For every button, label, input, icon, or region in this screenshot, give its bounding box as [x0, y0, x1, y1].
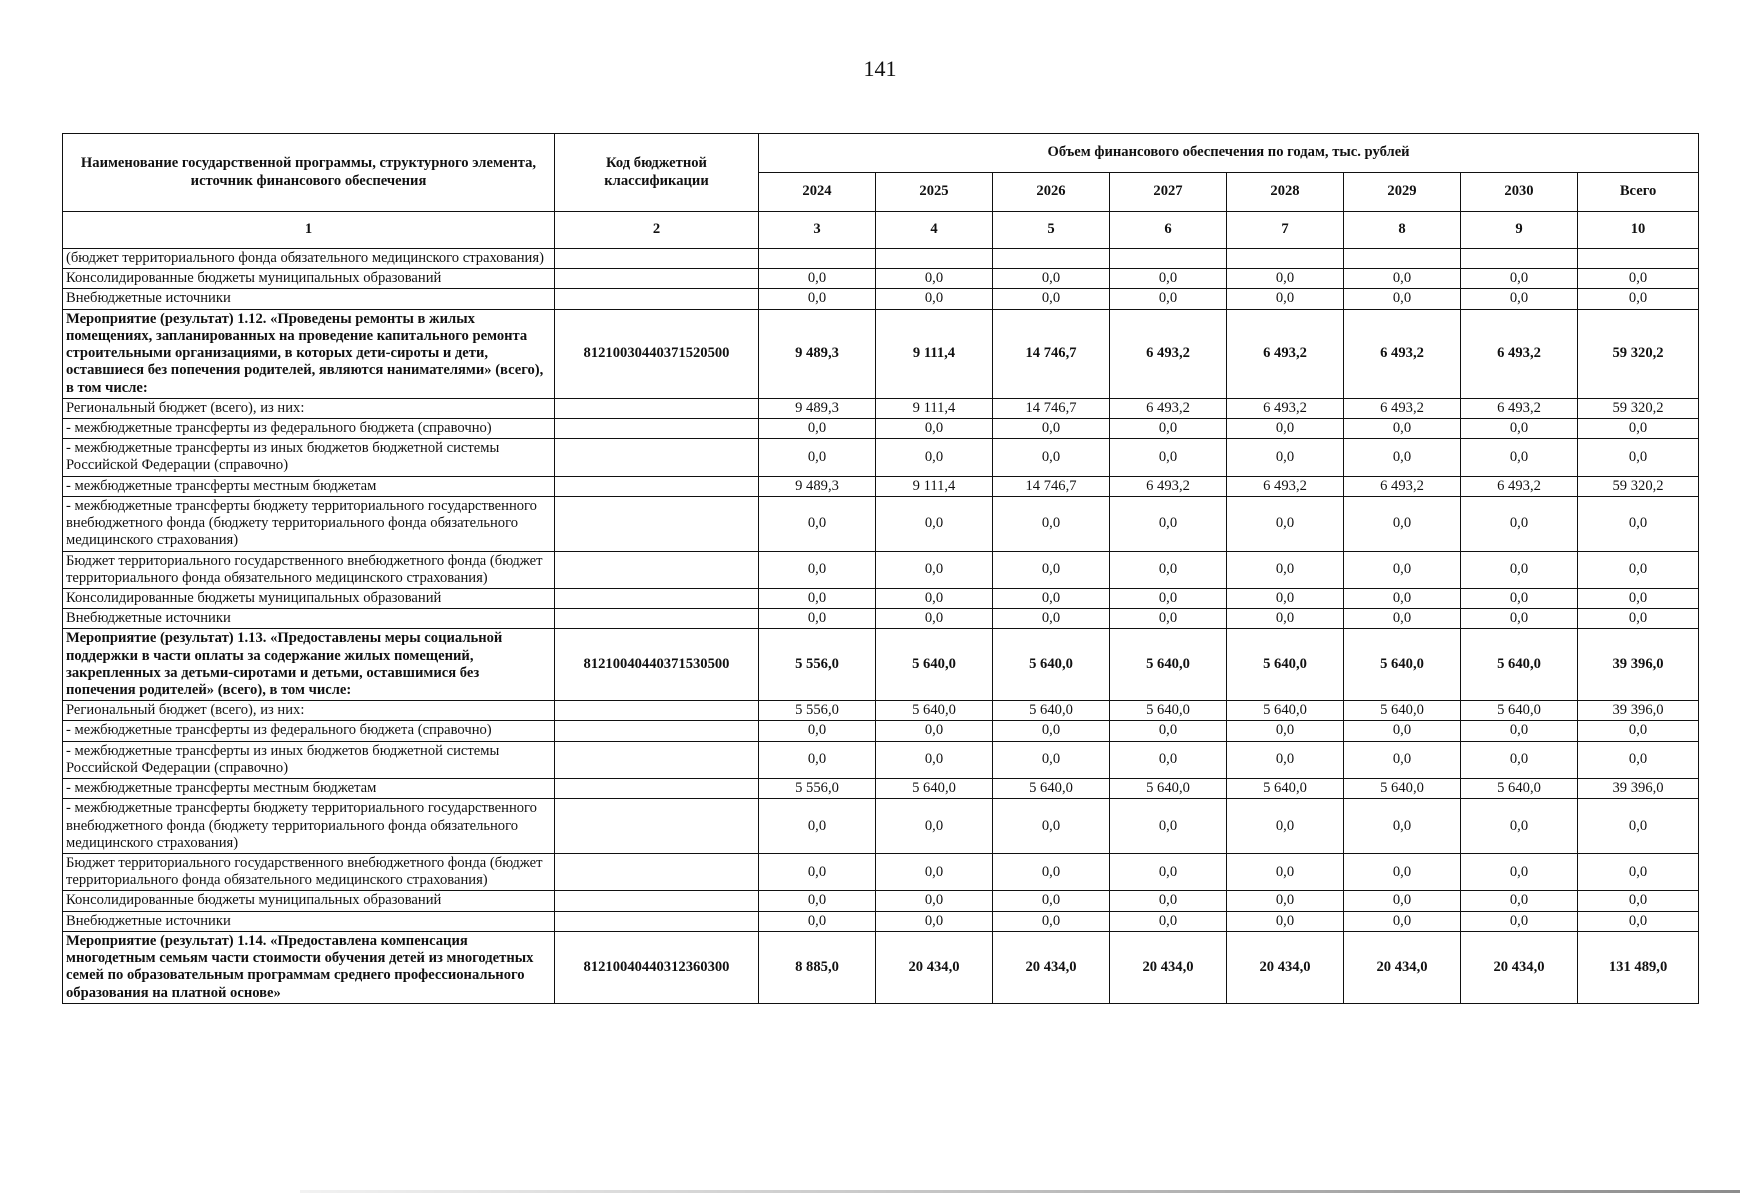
row-year-value: 0,0	[993, 741, 1110, 778]
row-year-value: 9 489,3	[759, 398, 876, 418]
row-year-value: 0,0	[1110, 891, 1227, 911]
row-year-value: 0,0	[1227, 551, 1344, 588]
row-name: Региональный бюджет (всего), из них:	[63, 701, 555, 721]
table-row	[63, 721, 1699, 741]
row-name: Мероприятие (результат) 1.13. «Предоставлены меры социальной поддержки в части оплаты за содержание жилых помещений, закрепленных за детьми-сиротами и детьми, оставшимися без попечения родителей» (всего), в том числе:	[63, 629, 555, 701]
row-year-value: 0,0	[1461, 551, 1578, 588]
row-name: Консолидированные бюджеты муниципальных образований	[63, 891, 555, 911]
row-year-value: 0,0	[876, 269, 993, 289]
row-year-value: 5 640,0	[876, 701, 993, 721]
row-year-value: 5 640,0	[1344, 779, 1461, 799]
table-row	[63, 799, 1699, 854]
row-year-value: 5 556,0	[759, 629, 876, 701]
row-year-value: 0,0	[993, 609, 1110, 629]
row-year-value: 5 640,0	[993, 629, 1110, 701]
row-year-value: 0,0	[1110, 418, 1227, 438]
row-name: Бюджет территориального государственного внебюджетного фонда (бюджет территориального фонда обязательного медицинского страхования)	[63, 854, 555, 891]
row-year-value: 0,0	[1461, 269, 1578, 289]
row-year-value: 5 640,0	[1227, 701, 1344, 721]
row-budget-code	[555, 588, 759, 608]
row-year-value: 0,0	[876, 551, 993, 588]
table-row	[63, 418, 1699, 438]
table-row	[63, 701, 1699, 721]
table-row	[63, 289, 1699, 309]
measure-row	[63, 931, 1699, 1003]
row-budget-code	[555, 891, 759, 911]
header-year: 2028	[1227, 173, 1344, 212]
row-total-value: 131 489,0	[1578, 931, 1699, 1003]
row-year-value: 0,0	[1344, 496, 1461, 551]
row-year-value	[1110, 249, 1227, 269]
row-budget-code: 81210040440312360300	[555, 931, 759, 1003]
row-year-value: 6 493,2	[1344, 398, 1461, 418]
page-number: 141	[863, 56, 897, 81]
table-row	[63, 269, 1699, 289]
row-year-value: 6 493,2	[1110, 398, 1227, 418]
header-year: 2027	[1110, 173, 1227, 212]
column-index: 4	[876, 212, 993, 249]
row-name: - межбюджетные трансферты из иных бюджетов бюджетной системы Российской Федерации (справочно)	[63, 439, 555, 476]
row-year-value: 0,0	[1227, 496, 1344, 551]
row-year-value: 0,0	[876, 911, 993, 931]
column-index: 6	[1110, 212, 1227, 249]
row-year-value: 0,0	[993, 799, 1110, 854]
row-year-value	[759, 249, 876, 269]
header-volume: Объем финансового обеспечения по годам, тыс. рублей	[759, 134, 1699, 173]
row-year-value: 0,0	[1110, 588, 1227, 608]
row-year-value: 5 556,0	[759, 779, 876, 799]
row-budget-code	[555, 799, 759, 854]
row-budget-code	[555, 721, 759, 741]
row-year-value: 0,0	[993, 496, 1110, 551]
row-year-value: 6 493,2	[1110, 309, 1227, 398]
row-total-value: 39 396,0	[1578, 701, 1699, 721]
row-total-value: 0,0	[1578, 741, 1699, 778]
row-name: Региональный бюджет (всего), из них:	[63, 398, 555, 418]
table-row	[63, 496, 1699, 551]
row-year-value: 0,0	[1344, 588, 1461, 608]
row-budget-code	[555, 289, 759, 309]
header-name: Наименование государственной программы, структурного элемента, источник финансового обеспечения	[63, 134, 555, 212]
row-year-value: 6 493,2	[1227, 398, 1344, 418]
table-row	[63, 609, 1699, 629]
table-row	[63, 249, 1699, 269]
row-year-value: 9 489,3	[759, 309, 876, 398]
row-total-value: 0,0	[1578, 289, 1699, 309]
row-budget-code	[555, 439, 759, 476]
row-year-value: 0,0	[1227, 891, 1344, 911]
row-year-value: 5 640,0	[1344, 629, 1461, 701]
row-year-value: 5 640,0	[1110, 779, 1227, 799]
column-index: 2	[555, 212, 759, 249]
row-budget-code	[555, 609, 759, 629]
row-year-value: 0,0	[759, 551, 876, 588]
row-name: Консолидированные бюджеты муниципальных образований	[63, 588, 555, 608]
row-total-value: 0,0	[1578, 588, 1699, 608]
row-total-value: 39 396,0	[1578, 629, 1699, 701]
row-name: - межбюджетные трансферты местным бюджетам	[63, 779, 555, 799]
row-name: - межбюджетные трансферты бюджету территориального государственного внебюджетного фонда (бюджету территориального фонда обязательного медицинского страхования)	[63, 799, 555, 854]
row-year-value: 0,0	[876, 418, 993, 438]
row-year-value: 9 111,4	[876, 309, 993, 398]
row-year-value: 6 493,2	[1461, 476, 1578, 496]
row-budget-code	[555, 249, 759, 269]
row-name: Бюджет территориального государственного внебюджетного фонда (бюджет территориального фонда обязательного медицинского страхования)	[63, 551, 555, 588]
row-year-value: 0,0	[1461, 588, 1578, 608]
row-budget-code	[555, 701, 759, 721]
row-year-value: 0,0	[1344, 289, 1461, 309]
row-year-value: 0,0	[1344, 721, 1461, 741]
row-total-value: 0,0	[1578, 269, 1699, 289]
table-row	[63, 779, 1699, 799]
row-year-value: 0,0	[876, 854, 993, 891]
row-total-value: 39 396,0	[1578, 779, 1699, 799]
row-year-value: 6 493,2	[1344, 476, 1461, 496]
row-year-value: 0,0	[1110, 496, 1227, 551]
row-year-value: 0,0	[759, 496, 876, 551]
row-budget-code	[555, 741, 759, 778]
row-year-value: 14 746,7	[993, 398, 1110, 418]
row-year-value: 5 640,0	[1227, 779, 1344, 799]
row-year-value: 0,0	[876, 289, 993, 309]
row-year-value: 0,0	[1461, 439, 1578, 476]
row-year-value: 0,0	[1344, 418, 1461, 438]
row-year-value: 0,0	[1344, 799, 1461, 854]
row-name: Внебюджетные источники	[63, 289, 555, 309]
row-year-value: 20 434,0	[1461, 931, 1578, 1003]
row-year-value: 0,0	[1227, 289, 1344, 309]
row-budget-code	[555, 476, 759, 496]
row-total-value: 0,0	[1578, 418, 1699, 438]
row-year-value: 20 434,0	[876, 931, 993, 1003]
row-name: - межбюджетные трансферты из федерального бюджета (справочно)	[63, 418, 555, 438]
row-year-value: 0,0	[759, 911, 876, 931]
row-year-value: 20 434,0	[993, 931, 1110, 1003]
row-year-value: 0,0	[759, 854, 876, 891]
row-budget-code	[555, 418, 759, 438]
column-index: 9	[1461, 212, 1578, 249]
header-total: Всего	[1578, 173, 1699, 212]
header-row-1	[63, 134, 1699, 173]
row-year-value	[1461, 249, 1578, 269]
row-total-value: 0,0	[1578, 551, 1699, 588]
table-row	[63, 476, 1699, 496]
row-total-value: 0,0	[1578, 911, 1699, 931]
row-year-value: 0,0	[876, 439, 993, 476]
row-year-value: 9 111,4	[876, 398, 993, 418]
row-budget-code	[555, 269, 759, 289]
row-year-value	[993, 249, 1110, 269]
row-total-value	[1578, 249, 1699, 269]
row-year-value: 5 640,0	[1461, 701, 1578, 721]
row-year-value: 20 434,0	[1227, 931, 1344, 1003]
column-index: 3	[759, 212, 876, 249]
row-year-value: 6 493,2	[1227, 309, 1344, 398]
row-year-value: 0,0	[1461, 854, 1578, 891]
row-year-value: 0,0	[876, 588, 993, 608]
row-total-value: 0,0	[1578, 609, 1699, 629]
row-year-value: 0,0	[1344, 609, 1461, 629]
row-budget-code: 81210040440371530500	[555, 629, 759, 701]
row-year-value: 0,0	[1344, 911, 1461, 931]
row-budget-code	[555, 496, 759, 551]
row-total-value: 0,0	[1578, 854, 1699, 891]
row-year-value: 0,0	[1110, 609, 1227, 629]
row-year-value: 0,0	[1110, 741, 1227, 778]
row-year-value: 0,0	[1461, 496, 1578, 551]
row-year-value: 0,0	[876, 741, 993, 778]
row-total-value: 59 320,2	[1578, 309, 1699, 398]
row-year-value: 0,0	[1110, 854, 1227, 891]
row-name: - межбюджетные трансферты из иных бюджетов бюджетной системы Российской Федерации (справочно)	[63, 741, 555, 778]
header-year: 2029	[1344, 173, 1461, 212]
column-index-row	[63, 212, 1699, 249]
row-year-value: 6 493,2	[1461, 398, 1578, 418]
table-row	[63, 854, 1699, 891]
row-year-value: 0,0	[993, 891, 1110, 911]
row-total-value: 0,0	[1578, 439, 1699, 476]
row-total-value: 0,0	[1578, 891, 1699, 911]
row-year-value: 0,0	[1344, 551, 1461, 588]
row-year-value: 20 434,0	[1110, 931, 1227, 1003]
row-year-value: 0,0	[759, 799, 876, 854]
budget-table-wrap	[62, 133, 1698, 1004]
row-year-value: 0,0	[1227, 854, 1344, 891]
row-year-value: 0,0	[993, 439, 1110, 476]
row-year-value: 5 556,0	[759, 701, 876, 721]
row-year-value: 0,0	[1110, 551, 1227, 588]
table-row	[63, 588, 1699, 608]
row-budget-code	[555, 911, 759, 931]
row-year-value: 0,0	[1344, 854, 1461, 891]
row-year-value: 5 640,0	[1461, 629, 1578, 701]
row-year-value: 0,0	[1461, 609, 1578, 629]
row-year-value: 0,0	[876, 609, 993, 629]
row-name: (бюджет территориального фонда обязательного медицинского страхования)	[63, 249, 555, 269]
row-budget-code	[555, 854, 759, 891]
row-total-value: 0,0	[1578, 799, 1699, 854]
row-year-value: 0,0	[876, 496, 993, 551]
row-year-value: 0,0	[1344, 891, 1461, 911]
header-code: Код бюджетной классификации	[555, 134, 759, 212]
budget-table	[62, 133, 1699, 1004]
row-year-value	[1344, 249, 1461, 269]
row-name: - межбюджетные трансферты бюджету территориального государственного внебюджетного фонда (бюджету территориального фонда обязательного медицинского страхования)	[63, 496, 555, 551]
scan-edge-line	[300, 1190, 1740, 1193]
row-year-value: 0,0	[993, 854, 1110, 891]
row-year-value: 0,0	[1110, 269, 1227, 289]
row-year-value: 0,0	[1227, 741, 1344, 778]
row-year-value: 0,0	[759, 439, 876, 476]
row-year-value: 9 489,3	[759, 476, 876, 496]
row-year-value: 0,0	[1344, 269, 1461, 289]
row-year-value: 0,0	[759, 741, 876, 778]
row-year-value: 0,0	[1227, 439, 1344, 476]
table-row	[63, 398, 1699, 418]
row-year-value: 5 640,0	[876, 779, 993, 799]
row-year-value: 14 746,7	[993, 476, 1110, 496]
row-year-value: 20 434,0	[1344, 931, 1461, 1003]
row-year-value: 0,0	[876, 891, 993, 911]
row-year-value: 6 493,2	[1461, 309, 1578, 398]
row-year-value: 0,0	[759, 721, 876, 741]
row-name: Внебюджетные источники	[63, 911, 555, 931]
row-year-value: 0,0	[1227, 588, 1344, 608]
row-year-value: 0,0	[1344, 439, 1461, 476]
row-year-value: 0,0	[759, 269, 876, 289]
row-budget-code	[555, 398, 759, 418]
table-row	[63, 741, 1699, 778]
row-year-value: 0,0	[1461, 741, 1578, 778]
row-name: - межбюджетные трансферты местным бюджетам	[63, 476, 555, 496]
row-year-value: 0,0	[1461, 799, 1578, 854]
header-year: 2024	[759, 173, 876, 212]
table-body	[63, 249, 1699, 1004]
row-year-value: 0,0	[1227, 269, 1344, 289]
row-year-value: 0,0	[993, 721, 1110, 741]
row-year-value: 0,0	[1461, 911, 1578, 931]
row-budget-code: 81210030440371520500	[555, 309, 759, 398]
row-year-value: 0,0	[993, 269, 1110, 289]
row-year-value: 5 640,0	[1227, 629, 1344, 701]
row-year-value: 0,0	[993, 289, 1110, 309]
row-year-value: 0,0	[759, 418, 876, 438]
row-year-value: 0,0	[1227, 911, 1344, 931]
row-name: Консолидированные бюджеты муниципальных образований	[63, 269, 555, 289]
row-year-value: 0,0	[876, 799, 993, 854]
row-total-value: 59 320,2	[1578, 476, 1699, 496]
row-year-value: 0,0	[993, 588, 1110, 608]
row-year-value: 0,0	[759, 891, 876, 911]
row-year-value: 5 640,0	[1110, 701, 1227, 721]
row-year-value: 0,0	[876, 721, 993, 741]
row-budget-code	[555, 551, 759, 588]
row-year-value	[1227, 249, 1344, 269]
header-year: 2026	[993, 173, 1110, 212]
column-index: 10	[1578, 212, 1699, 249]
row-year-value: 0,0	[993, 418, 1110, 438]
row-year-value: 0,0	[1110, 799, 1227, 854]
row-year-value: 0,0	[1344, 741, 1461, 778]
header-year: 2025	[876, 173, 993, 212]
row-name: Внебюджетные источники	[63, 609, 555, 629]
row-year-value: 6 493,2	[1110, 476, 1227, 496]
row-year-value: 9 111,4	[876, 476, 993, 496]
measure-row	[63, 629, 1699, 701]
row-year-value: 0,0	[1227, 418, 1344, 438]
row-budget-code	[555, 779, 759, 799]
row-year-value: 0,0	[1227, 799, 1344, 854]
row-year-value: 8 885,0	[759, 931, 876, 1003]
row-year-value: 0,0	[759, 289, 876, 309]
table-row	[63, 551, 1699, 588]
table-row	[63, 439, 1699, 476]
row-year-value: 0,0	[759, 609, 876, 629]
row-name: - межбюджетные трансферты из федерального бюджета (справочно)	[63, 721, 555, 741]
column-index: 5	[993, 212, 1110, 249]
column-index: 8	[1344, 212, 1461, 249]
row-year-value: 0,0	[993, 551, 1110, 588]
row-year-value: 5 640,0	[1461, 779, 1578, 799]
row-year-value: 0,0	[1227, 721, 1344, 741]
row-year-value: 5 640,0	[993, 779, 1110, 799]
table-row	[63, 911, 1699, 931]
table-row	[63, 891, 1699, 911]
row-year-value: 0,0	[1461, 891, 1578, 911]
row-year-value: 0,0	[1110, 721, 1227, 741]
header-year: 2030	[1461, 173, 1578, 212]
row-year-value: 0,0	[1110, 289, 1227, 309]
row-total-value: 0,0	[1578, 496, 1699, 551]
row-year-value: 0,0	[1110, 911, 1227, 931]
row-year-value: 0,0	[1110, 439, 1227, 476]
column-index: 7	[1227, 212, 1344, 249]
row-year-value: 5 640,0	[1344, 701, 1461, 721]
row-year-value: 0,0	[1461, 721, 1578, 741]
row-year-value: 5 640,0	[993, 701, 1110, 721]
row-name: Мероприятие (результат) 1.14. «Предоставлена компенсация многодетным семьям части стоимости обучения детей из многодетных семей по образовательным программам среднего профессионального образования на платной основе»	[63, 931, 555, 1003]
row-total-value: 0,0	[1578, 721, 1699, 741]
row-year-value: 5 640,0	[1110, 629, 1227, 701]
row-name: Мероприятие (результат) 1.12. «Проведены ремонты в жилых помещениях, запланированных на проведение капитального ремонта строительными организациями, в которых дети-сироты и дети, оставшиеся без попечения родителей, являются нанимателями» (всего), в том числе:	[63, 309, 555, 398]
row-year-value: 0,0	[1461, 418, 1578, 438]
column-index: 1	[63, 212, 555, 249]
row-year-value: 6 493,2	[1227, 476, 1344, 496]
row-year-value: 0,0	[1461, 289, 1578, 309]
row-year-value	[876, 249, 993, 269]
row-year-value: 0,0	[993, 911, 1110, 931]
row-year-value: 14 746,7	[993, 309, 1110, 398]
row-year-value: 6 493,2	[1344, 309, 1461, 398]
row-year-value: 5 640,0	[876, 629, 993, 701]
row-year-value: 0,0	[1227, 609, 1344, 629]
row-total-value: 59 320,2	[1578, 398, 1699, 418]
row-year-value: 0,0	[759, 588, 876, 608]
measure-row	[63, 309, 1699, 398]
